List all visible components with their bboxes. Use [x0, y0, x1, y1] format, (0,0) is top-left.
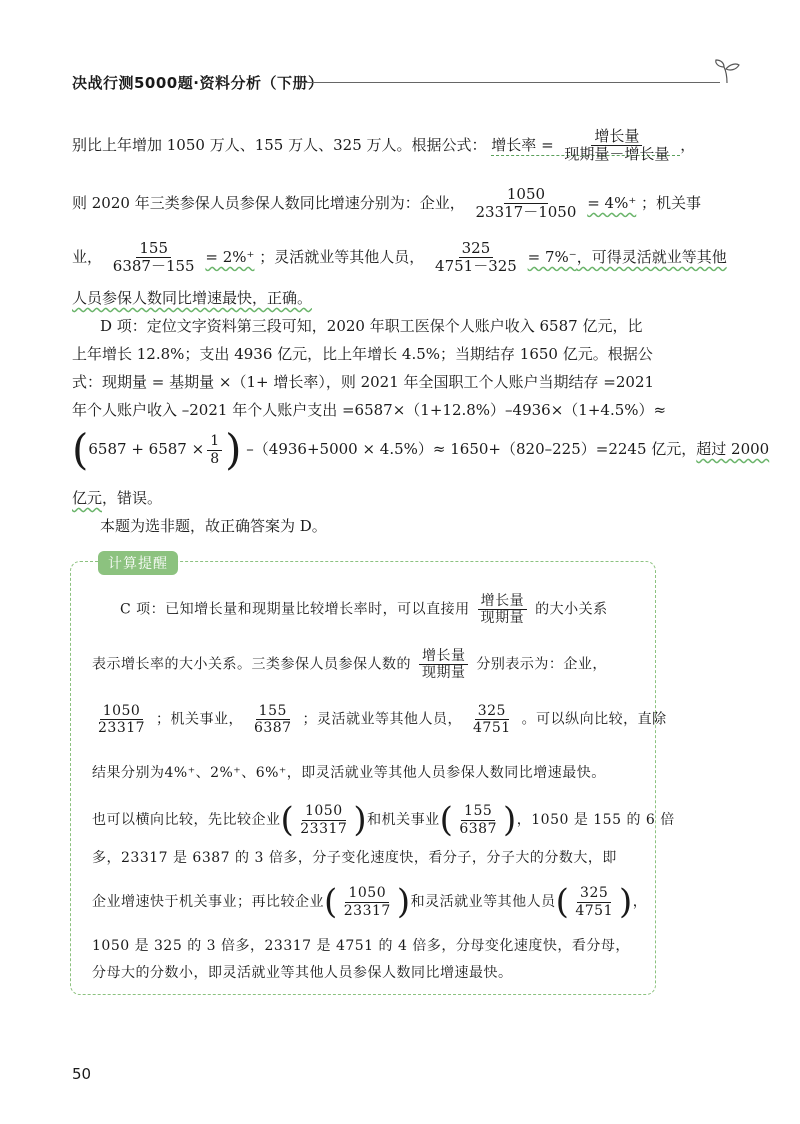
frac-num: 增长量 [591, 128, 642, 146]
paren-right: ) [396, 882, 411, 922]
result-flexible: = 7%⁻ [527, 247, 577, 266]
tip-line-6: 多，23317 是 6387 的 3 倍多，分子变化速度快，看分子，分子大的分数大，即 [92, 850, 617, 866]
text: 也可以横向比较，先比较企业 [92, 812, 281, 828]
frac-den: 23317－1050 [475, 203, 577, 222]
paren-right: ) [225, 425, 242, 474]
answer-line-3 [72, 240, 727, 276]
frac-num: 155 [136, 240, 171, 258]
text: 6587 + 6587 × [88, 440, 205, 458]
frac-num: 325 [459, 240, 494, 258]
frac-den: 现期量 [421, 665, 466, 682]
text: 表示增长率的大小关系。三类参保人员参保人数的 [92, 656, 411, 673]
paren-left: ( [439, 800, 454, 840]
text: 别比上年增加 1050 万人、155 万人、325 万人。根据公式： [72, 135, 487, 154]
text: 分别表示为：企业， [476, 656, 607, 673]
paren-right: ) [353, 800, 368, 840]
frac-den: 23317 [300, 820, 348, 837]
tip-line-2 [92, 648, 607, 681]
frac-den: 现期量－增长量 [564, 145, 670, 164]
answer-line-4 [72, 287, 312, 309]
text: ；机关事 [641, 193, 702, 212]
tip-line-3 [92, 703, 667, 736]
result-institution: = 2%⁺ [205, 247, 255, 266]
answer-line-1 [72, 128, 695, 164]
frac-num: 155 [461, 803, 495, 820]
text: ， [680, 135, 696, 154]
highlight-text: 亿元 [72, 489, 103, 507]
frac-num: 1050 [504, 186, 548, 204]
answer-line-2 [72, 186, 701, 222]
frac-num: 325 [475, 703, 509, 720]
tip-line-8: 1050 是 325 的 3 倍多，23317 是 4751 的 4 倍多，分母变化速度快，看分母， [92, 938, 630, 954]
text: ， [632, 894, 648, 910]
tip-line-1 [120, 593, 608, 626]
text: ，错误。 [102, 489, 163, 507]
frac-den: 6387 [459, 820, 497, 837]
answer-line-8: 年个人账户收入 –2021 年个人账户支出 =6587×（1+12.8%）–4936×（1+4.5%）≈ [72, 401, 667, 419]
paren-left: ( [324, 882, 338, 922]
text: ；机关事业， [156, 711, 243, 728]
text: ；灵活就业等其他人员， [302, 711, 463, 728]
paren-right: ) [502, 800, 517, 840]
text: C 项：已知增长量和现期量比较增长率时，可以直接用 [120, 601, 470, 618]
tip-line-4: 结果分别为4%⁺、2%⁺、6%⁺，即灵活就业等其他人员参保人数同比增速最快。 [92, 765, 606, 781]
frac-num: 增长量 [478, 593, 528, 610]
frac-den: 6387－155 [112, 257, 195, 276]
result-enterprise: = 4%⁺ [587, 193, 637, 212]
frac-den: 8 [210, 450, 220, 467]
text: 企业增速快于机关事业；再比较企业 [92, 894, 324, 910]
answer-line-11: 本题为选非题，故正确答案为 D。 [100, 517, 327, 535]
text: 和机关事业 [367, 812, 440, 828]
text: 则 2020 年三类参保人员参保人数同比增速分别为：企业， [72, 193, 465, 212]
text: –（4936+5000 × 4.5%）≈ 1650+（820–225）=2245 亿元， [246, 440, 697, 458]
frac-den: 现期量 [480, 610, 525, 627]
page-number: 50 [72, 1065, 92, 1083]
frac-num: 1050 [345, 885, 389, 902]
header-rule [300, 82, 720, 83]
highlight-text: 超过 2000 [696, 440, 770, 458]
text: ；灵活就业等其他人员， [259, 247, 425, 266]
frac-num: 155 [256, 703, 290, 720]
frac-den: 23317 [98, 720, 146, 737]
running-header-title: 决战行测5000题·资料分析（下册） [72, 74, 324, 92]
growth-rate-formula [491, 127, 680, 164]
sprout-icon [712, 55, 742, 85]
answer-line-5: D 项：定位文字资料第三段可知，2020 年职工医保个人账户收入 6587 亿元，比 [100, 317, 643, 335]
frac-den: 4751 [473, 720, 511, 737]
paren-left: ( [72, 425, 89, 474]
answer-line-6: 上年增长 12.8%；支出 4936 亿元，比上年增长 4.5%；当期结存 1650 亿元。根据公 [72, 345, 653, 363]
frac-den: 4751－325 [435, 257, 517, 276]
formula-lhs: 增长率 = [491, 135, 554, 154]
answer-line-9 [72, 425, 770, 474]
paren-left: ( [280, 800, 295, 840]
text: 和灵活就业等其他人员 [410, 894, 556, 910]
tip-line-7 [92, 882, 647, 922]
text: 业， [72, 247, 103, 266]
frac-num: 325 [577, 885, 611, 902]
frac-den: 23317 [343, 902, 391, 919]
answer-line-10 [72, 487, 162, 509]
frac-den: 4751 [575, 902, 613, 919]
frac-num: 1050 [100, 703, 144, 720]
tip-line-9: 分母大的分数小，即灵活就业等其他人员参保人数同比增速最快。 [92, 965, 513, 981]
paren-left: ( [555, 882, 570, 922]
paren-right: ) [618, 882, 633, 922]
tip-tag: 计算提醒 [98, 551, 178, 575]
text: 的大小关系 [535, 601, 608, 618]
frac-den: 6387 [253, 720, 292, 737]
text: 。可以纵向比较，直除 [521, 711, 667, 728]
frac-num: 1 [207, 433, 222, 450]
frac-num: 增长量 [419, 648, 469, 665]
conclusion-text: ，可得灵活就业等其他 [576, 247, 727, 266]
conclusion-text: 人员参保人数同比增速最快，正确。 [72, 289, 313, 307]
answer-line-7: 式：现期量 = 基期量 ×（1+ 增长率），则 2021 年全国职工个人账户当期结存 =2021 [72, 373, 655, 391]
tip-line-5 [92, 800, 675, 840]
frac-num: 1050 [302, 803, 346, 820]
text: ，1050 是 155 的 6 倍 [516, 812, 675, 828]
